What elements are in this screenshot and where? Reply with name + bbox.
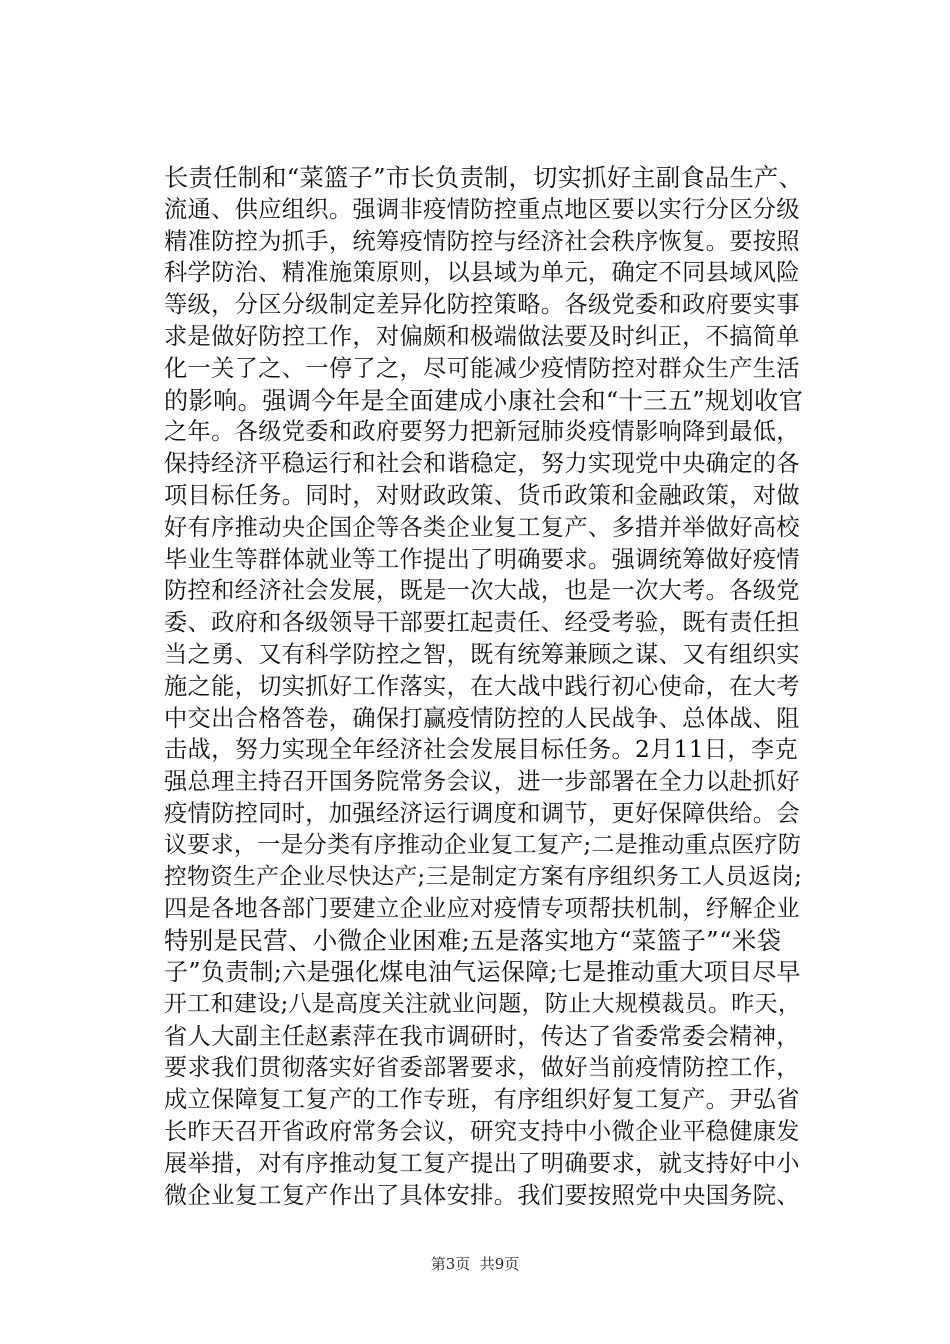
text-line: 保持经济平稳运行和社会和谐稳定，努力实现党中央确定的各 — [164, 450, 800, 478]
text-line: 展举措，对有序推动复工复产提出了明确要求，就支持好中小 — [164, 1149, 800, 1177]
text-line: 流通、供应组织。强调非疫情防控重点地区要以实行分区分级 — [164, 195, 800, 223]
text-line: 微企业复工复产作出了具体安排。我们要按照党中央国务院、 — [164, 1181, 800, 1209]
text-line: 的影响。强调今年是全面建成小康社会和“十三五”规划收官 — [164, 385, 804, 415]
text-line: 精准防控为抓手，统筹疫情防控与经济社会秩序恢复。要按照 — [164, 227, 800, 255]
text-line: 中交出合格答卷，确保打赢疫情防控的人民战争、总体战、阻 — [164, 704, 800, 732]
text-line: 委、政府和各级领导干部要扛起责任、经受考验，既有责任担 — [164, 609, 800, 637]
text-line: 好有序推动央企国企等各类企业复工复产、多措并举做好高校 — [164, 513, 800, 541]
text-line: 击战，努力实现全年经济社会发展目标任务。2月11日，李克 — [164, 736, 799, 764]
text-line: 之年。各级党委和政府要努力把新冠肺炎疫情影响降到最低， — [164, 418, 800, 446]
text-line: 施之能，切实抓好工作落实，在大战中践行初心使命，在大考 — [164, 672, 800, 700]
text-line: 项目标任务。同时，对财政政策、货币政策和金融政策，对做 — [164, 481, 800, 509]
text-line: 要求我们贯彻落实好省委部署要求，做好当前疫情防控工作， — [164, 1054, 800, 1082]
page-footer — [0, 1254, 950, 1274]
text-line: 控物资生产企业尽快达产;三是制定方案有序组织务工人员返岗; — [164, 863, 803, 890]
text-line: 求是做好防控工作，对偏颇和极端做法要及时纠正，不搞简单 — [164, 322, 800, 350]
text-line: 特别是民营、小微企业困难;五是落实地方“菜篮子”“米袋 — [164, 926, 782, 956]
text-line: 强总理主持召开国务院常务会议，进一步部署在全力以赴抓好 — [164, 768, 800, 796]
text-line: 子”负责制;六是强化煤电油气运保障;七是推动重大项目尽早 — [164, 957, 801, 986]
text-line: 省人大副主任赵素萍在我市调研时，传达了省委常委会精神， — [164, 1022, 800, 1050]
page-number: 第3页 共9页 — [430, 1255, 520, 1273]
text-line: 防控和经济社会发展，既是一次大战，也是一次大考。各级党 — [164, 577, 800, 605]
text-line: 开工和建设;八是高度关注就业问题，防止大规模裁员。昨天， — [164, 990, 802, 1017]
text-line: 当之勇、又有科学防控之智，既有统筹兼顾之谋、又有组织实 — [164, 640, 800, 668]
text-line: 四是各地各部门要建立企业应对疫情专项帮扶机制，纾解企业 — [164, 895, 800, 923]
text-line: 化一关了之、一停了之，尽可能减少疫情防控对群众生产生活 — [164, 354, 800, 382]
text-line: 长责任制和“菜篮子”市长负责制，切实抓好主副食品生产、 — [164, 163, 804, 192]
text-line: 科学防治、精准施策原则，以县域为单元，确定不同县域风险 — [164, 259, 800, 287]
body-text — [164, 162, 804, 1211]
text-line: 成立保障复工复产的工作专班，有序组织好复工复产。尹弘省 — [164, 1086, 800, 1114]
text-line: 毕业生等群体就业等工作提出了明确要求。强调统筹做好疫情 — [164, 545, 800, 573]
text-line: 长昨天召开省政府常务会议，研究支持中小微企业平稳健康发 — [164, 1117, 800, 1145]
text-line: 疫情防控同时，加强经济运行调度和调节，更好保障供给。会 — [164, 799, 800, 827]
text-line: 等级，分区分级制定差异化防控策略。各级党委和政府要实事 — [164, 291, 800, 319]
text-line: 议要求，一是分类有序推动企业复工复产;二是推动重点医疗防 — [164, 831, 802, 858]
